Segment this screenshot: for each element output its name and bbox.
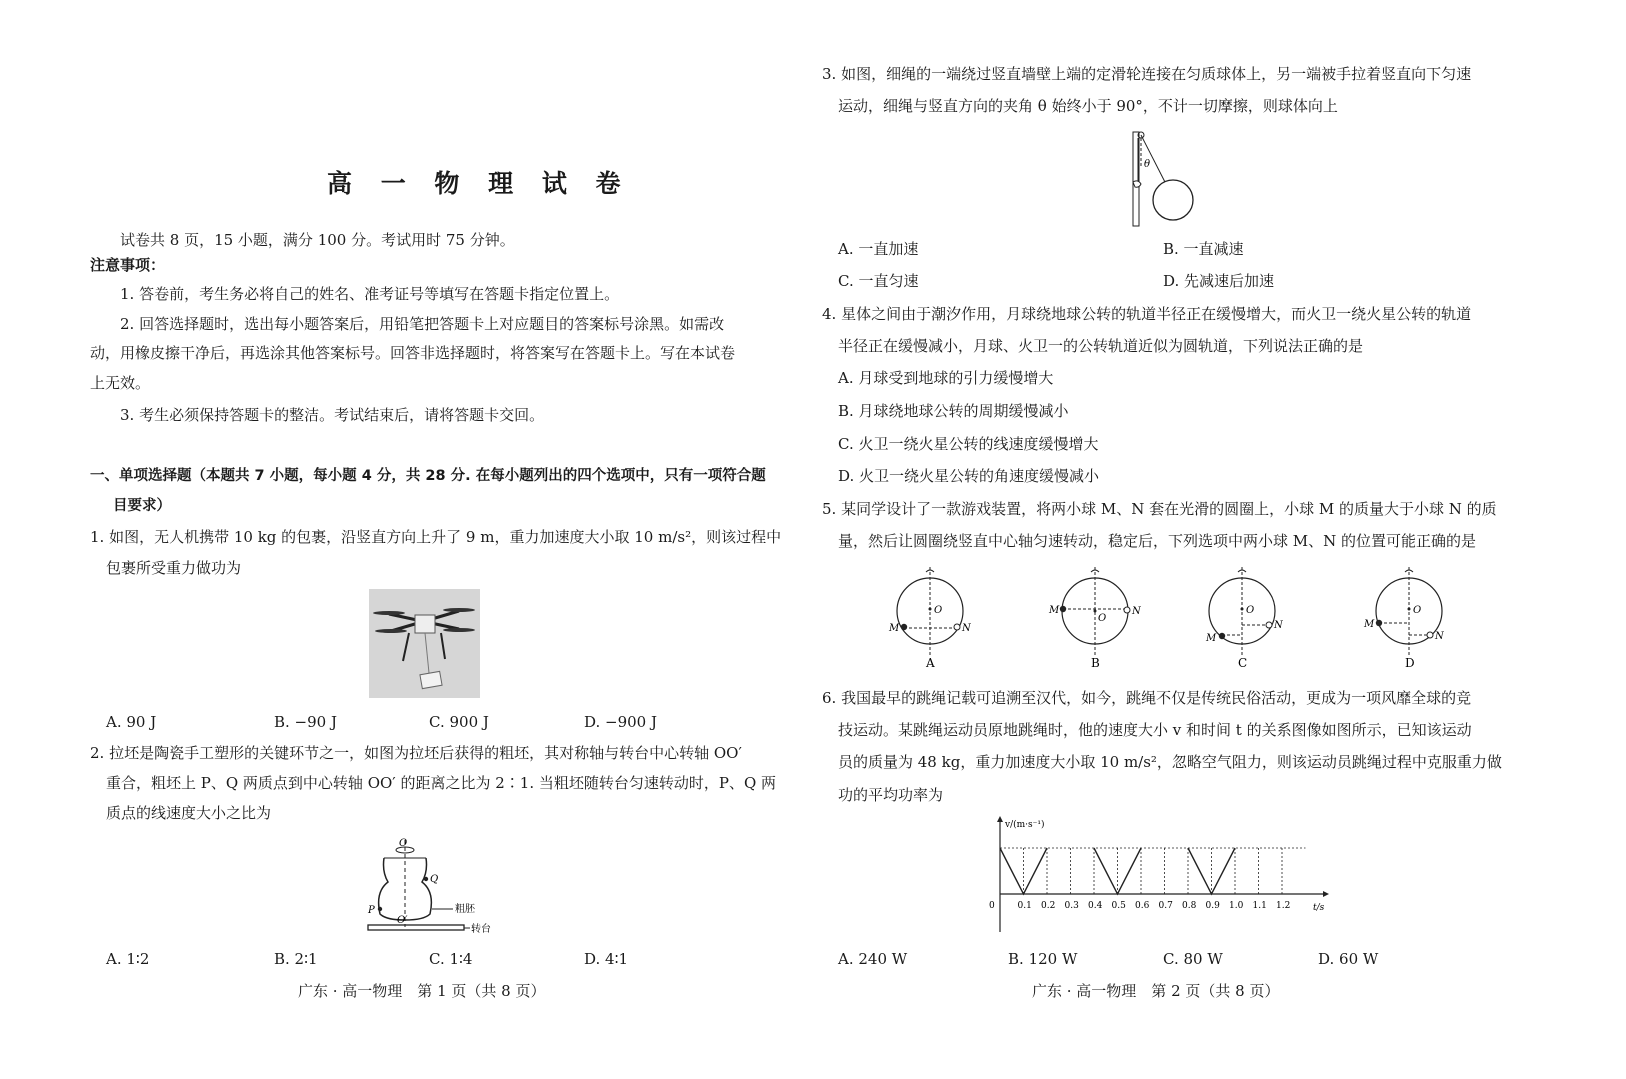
ball-m (1376, 620, 1382, 626)
velocity-time-chart (983, 814, 1343, 939)
label-m: M (1364, 619, 1375, 630)
q4-option-a: A. 月球受到地球的引力缓慢增大 (838, 369, 1054, 387)
q6-option-b: B. 120 W (1008, 950, 1078, 968)
q5-stem-cont: 量，然后让圆圈绕竖直中心轴匀速转动，稳定后，下列选项中两小球 M、N 的位置可能正确的是 (838, 532, 1477, 550)
q4-option-b: B. 月球绕地球公转的周期缓慢减小 (838, 402, 1069, 420)
label-pot: 粗胚 (455, 904, 475, 915)
x-tick-label: 0 (989, 901, 995, 911)
q1-option-d: D. −900 J (584, 713, 658, 731)
q5-figure-d (1363, 567, 1445, 670)
rotation-arrow-icon (1091, 570, 1099, 572)
q5-figures (873, 563, 1503, 673)
q6-stem-cont1: 技运动。某跳绳运动员原地跳绳时，他的速度大小 v 和时间 t 的关系图像如图所示，已知该运动 (838, 721, 1472, 739)
x-tick-label: 0.3 (1064, 901, 1079, 911)
label-theta: θ (1144, 159, 1151, 170)
x-tick-label: 0.7 (1158, 901, 1173, 911)
q3-option-b: B. 一直减速 (1163, 240, 1244, 258)
q4-stem-cont: 半径正在缓慢减小，月球、火卫一的公转轨道近似为圆轨道，下列说法正确的是 (838, 337, 1364, 355)
label-o: O (934, 605, 943, 616)
x-tick-label: 1.1 (1252, 901, 1267, 911)
q6-stem: 6. 我国最早的跳绳记载可追溯至汉代，如今，跳绳不仅是传统民俗活动，更成为一项风靡全球的竞 (822, 689, 1472, 707)
q4-option-d: D. 火卫一绕火星公转的角速度缓慢减小 (838, 467, 1100, 485)
rotation-arrow-icon (1238, 570, 1246, 572)
option-label-a: A (926, 656, 935, 670)
q1-option-b: B. −90 J (274, 713, 337, 731)
q1-stem-cont: 包裹所受重力做功为 (106, 559, 242, 577)
notice-1: 1. 答卷前，考生务必将自己的姓名、准考证号等填写在答题卡指定位置上。 (120, 285, 620, 303)
x-tick-label: 0.9 (1205, 901, 1220, 911)
x-tick-label: 0.5 (1111, 901, 1126, 911)
point-q (424, 877, 428, 881)
label-q: Q (430, 874, 439, 885)
x-tick-label: 0.2 (1041, 901, 1056, 911)
label-o: O (1098, 613, 1107, 624)
y-axis-label: v/(m·s⁻¹) (1005, 820, 1045, 830)
q2-option-c: C. 1∶4 (429, 950, 473, 968)
velocity-segment (1000, 848, 1047, 894)
q2-stem-cont2: 质点的线速度大小之比为 (106, 804, 272, 822)
notice-2: 2. 回答选择题时，选出每小题答案后，用铅笔把答题卡上对应题目的答案标号涂黑。如需改 (120, 315, 725, 333)
label-n: N (1435, 631, 1444, 642)
x-tick-label: 1.0 (1229, 901, 1244, 911)
velocity-segment (1094, 848, 1141, 894)
notice-heading: 注意事项： (90, 256, 166, 274)
label-m: M (1049, 605, 1060, 616)
q3-stem-cont: 运动，细绳与竖直方向的夹角 θ 始终小于 90°，不计一切摩擦，则球体向上 (838, 97, 1338, 115)
q2-option-a: A. 1∶2 (106, 950, 150, 968)
notice-3: 3. 考生必须保持答题卡的整洁。考试结束后，请将答题卡交回。 (120, 406, 545, 424)
q3-option-a: A. 一直加速 (838, 240, 919, 258)
footer-right: 广东 · 高一物理 第 2 页（共 8 页） (1032, 982, 1280, 1000)
exam-info: 试卷共 8 页，15 小题，满分 100 分。考试用时 75 分钟。 (120, 231, 515, 249)
q1-option-c: C. 900 J (429, 713, 489, 731)
rotation-arrow-icon (926, 570, 934, 572)
q2-stem-cont1: 重合，粗坯上 P、Q 两质点到中心转轴 OO′ 的距离之比为 2∶1. 当粗坯随转台匀速转动时，P、Q 两 (106, 774, 777, 792)
q5-figure-c (1205, 567, 1284, 670)
q3-stem: 3. 如图，细绳的一端绕过竖直墙壁上端的定滑轮连接在匀质球体上，另一端被手拉着竖直向下匀速 (822, 65, 1472, 83)
q2-option-b: B. 2∶1 (274, 950, 318, 968)
exam-title: 高 一 物 理 试 卷 (327, 169, 631, 198)
ball-m (1219, 633, 1225, 639)
section-heading-cont: 目要求） (113, 498, 171, 514)
turntable (368, 925, 464, 930)
q4-option-c: C. 火卫一绕火星公转的线速度缓慢增大 (838, 435, 1099, 453)
rotation-arrow-icon (1405, 570, 1413, 572)
footer-left: 广东 · 高一物理 第 1 页（共 8 页） (298, 982, 546, 1000)
ball-n (1427, 632, 1433, 638)
wall-pulley-figure (1123, 126, 1203, 228)
ball-m (1060, 606, 1066, 612)
notice-2-cont: 动，用橡皮擦干净后，再选涂其他答案标号。回答非选择题时，将答案写在答题卡上。写在本试卷 (90, 344, 736, 362)
q6-stem-cont2: 员的质量为 48 kg，重力加速度大小取 10 m/s²，忽略空气阻力，则该运动员跳绳过程中克服重力做 (838, 753, 1502, 771)
label-o: O (399, 838, 408, 849)
velocity-segment (1188, 848, 1235, 894)
ball-m (901, 624, 907, 630)
label-n: N (1274, 620, 1283, 631)
q6-option-d: D. 60 W (1318, 950, 1379, 968)
ball-n (1266, 622, 1272, 628)
drone-icon (369, 589, 480, 698)
hand-icon (1133, 181, 1141, 187)
q6-option-c: C. 80 W (1163, 950, 1223, 968)
section-heading: 一、单项选择题（本题共 7 小题，每小题 4 分，共 28 分. 在每小题列出的四个选项中，只有一项符合题 (90, 468, 766, 484)
label-o: O (1413, 605, 1422, 616)
x-tick-label: 0.4 (1088, 901, 1103, 911)
q1-option-a: A. 90 J (106, 713, 157, 731)
label-m: M (1206, 633, 1217, 644)
ball-n (1124, 607, 1130, 613)
q5-stem: 5. 某同学设计了一款游戏装置，将两小球 M、N 套在光滑的圆圈上，小球 M 的质量大于小球 N 的质 (822, 500, 1497, 518)
label-p: P (368, 905, 375, 916)
x-tick-label: 0.8 (1182, 901, 1197, 911)
right-page (813, 0, 1626, 1079)
label-n: N (1132, 606, 1141, 617)
q3-option-d: D. 先减速后加速 (1163, 272, 1275, 290)
pottery-figure (360, 832, 500, 940)
x-tick-label: 1.2 (1276, 901, 1291, 911)
label-o: O (1246, 605, 1255, 616)
option-label-b: B (1091, 656, 1100, 670)
q2-option-d: D. 4∶1 (584, 950, 629, 968)
q6-stem-cont3: 功的平均功率为 (838, 786, 944, 804)
label-table: 转台 (471, 924, 491, 935)
x-axis-label: t/s (1313, 903, 1325, 913)
q4-stem: 4. 星体之间由于潮汐作用，月球绕地球公转的轨道半径正在缓慢增大，而火卫一绕火星公转的轨道 (822, 305, 1472, 323)
q3-option-c: C. 一直匀速 (838, 272, 919, 290)
label-m: M (889, 623, 900, 634)
option-label-d: D (1405, 656, 1415, 670)
x-tick-label: 0.1 (1017, 901, 1032, 911)
x-tick-label: 0.6 (1135, 901, 1150, 911)
drone-photo (369, 589, 480, 698)
label-n: N (962, 623, 971, 634)
notice-2-end: 上无效。 (90, 374, 151, 392)
ball-n (954, 624, 960, 630)
point-p (378, 907, 382, 911)
q5-figure-b (1048, 567, 1142, 670)
q2-stem: 2. 拉坯是陶瓷手工塑形的关键环节之一，如图为拉坯后获得的粗坯，其对称轴与转台中心转轴 OO′ (90, 744, 742, 762)
q5-figure-a (888, 567, 972, 670)
q6-option-a: A. 240 W (838, 950, 908, 968)
ball (1153, 180, 1193, 220)
q1-stem: 1. 如图，无人机携带 10 kg 的包裹，沿竖直方向上升了 9 m，重力加速度大小取 10 m/s²，则该过程中 (90, 528, 782, 546)
label-o-prime: O′ (397, 915, 408, 926)
option-label-c: C (1238, 656, 1248, 670)
